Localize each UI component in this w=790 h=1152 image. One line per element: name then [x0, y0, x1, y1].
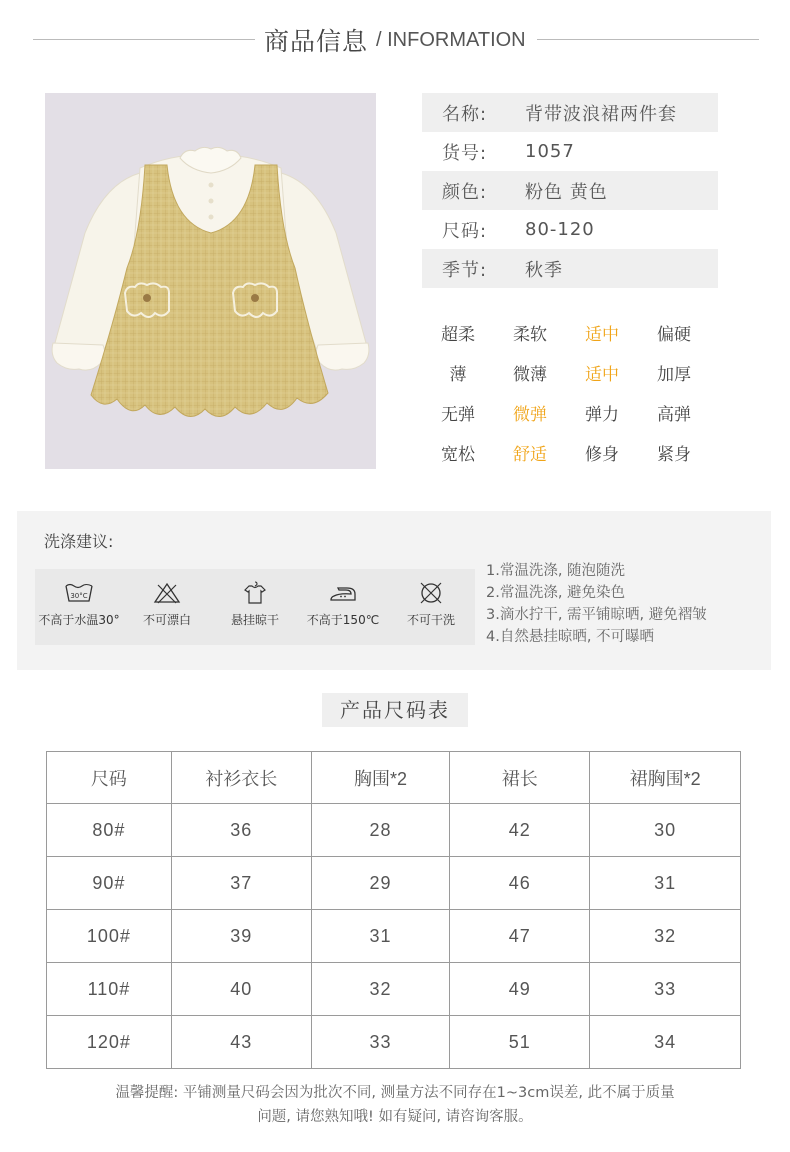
divider-right	[537, 39, 759, 40]
wash-item	[211, 569, 299, 645]
note-line: 问题, 请您熟知哦! 如有疑问, 请咨询客服。	[257, 1109, 533, 1125]
measure-cell: 33	[590, 963, 741, 1016]
wash-tip: 4.自然悬挂晾晒, 不可曝晒	[486, 629, 655, 645]
attribute-option: 修身	[585, 444, 619, 465]
info-key: 货号:	[442, 142, 488, 164]
section-header	[0, 22, 790, 58]
measure-cell: 51	[450, 1016, 590, 1069]
wash-panel	[17, 511, 771, 670]
table-row	[47, 857, 741, 910]
info-row-item-number	[422, 132, 718, 171]
info-value: 1057	[525, 141, 575, 162]
fabric-attributes	[422, 312, 722, 472]
measure-cell: 29	[311, 857, 450, 910]
attribute-option: 加厚	[657, 364, 691, 385]
info-row-color	[422, 171, 718, 210]
no-bleach-icon	[152, 581, 182, 605]
attribute-row	[422, 352, 722, 392]
wash-title: 洗涤建议:	[44, 532, 114, 551]
measure-cell: 43	[171, 1016, 311, 1069]
attribute-selected: 适中	[585, 324, 619, 345]
attribute-option: 无弹	[441, 404, 475, 425]
measure-cell: 34	[590, 1016, 741, 1069]
column-header: 衬衫衣长	[171, 752, 311, 804]
measure-cell: 46	[450, 857, 590, 910]
measure-cell: 42	[450, 804, 590, 857]
divider-left	[33, 39, 255, 40]
wash-tips	[486, 560, 707, 648]
size-cell: 100#	[47, 910, 172, 963]
measure-cell: 31	[590, 857, 741, 910]
wash-30-icon	[64, 581, 94, 605]
svg-text:30°C: 30°C	[70, 592, 88, 600]
info-value: 粉色 黄色	[525, 181, 608, 203]
section-title: 商品信息	[264, 27, 369, 56]
wash-tip: 1.常温洗涤, 随泡随洗	[486, 563, 626, 579]
wash-label: 悬挂晾干	[230, 613, 279, 627]
attribute-option: 宽松	[441, 444, 475, 465]
size-cell: 110#	[47, 963, 172, 1016]
attribute-row	[422, 312, 722, 352]
attribute-selected: 微弹	[513, 404, 547, 425]
size-table	[46, 751, 741, 1069]
info-value: 背带波浪裙两件套	[525, 103, 677, 125]
attribute-option: 弹力	[585, 404, 619, 425]
measure-cell: 30	[590, 804, 741, 857]
wash-label: 不可漂白	[142, 613, 191, 627]
info-value: 80-120	[525, 219, 595, 240]
wash-label: 不可干洗	[406, 613, 455, 627]
info-key: 名称:	[442, 103, 488, 125]
measure-cell: 40	[171, 963, 311, 1016]
info-key: 季节:	[442, 259, 488, 281]
column-header: 胸围*2	[311, 752, 450, 804]
wash-item	[123, 569, 211, 645]
attribute-option: 薄	[449, 364, 467, 385]
column-header: 裙长	[450, 752, 590, 804]
attribute-option: 高弹	[657, 404, 691, 425]
info-row-season	[422, 249, 718, 288]
attribute-row	[422, 432, 722, 472]
attribute-selected: 适中	[585, 364, 619, 385]
size-cell: 80#	[47, 804, 172, 857]
measurement-note	[0, 1081, 790, 1129]
attribute-option: 偏硬	[657, 324, 691, 345]
size-cell: 90#	[47, 857, 172, 910]
wash-label: 不高于150℃	[306, 613, 380, 627]
dress-illustration	[45, 93, 376, 469]
size-cell: 120#	[47, 1016, 172, 1069]
measure-cell: 31	[311, 910, 450, 963]
measure-cell: 32	[311, 963, 450, 1016]
wash-item	[387, 569, 475, 645]
measure-cell: 37	[171, 857, 311, 910]
measure-cell: 32	[590, 910, 741, 963]
hang-dry-icon	[240, 581, 270, 605]
info-value: 秋季	[525, 259, 563, 281]
note-line: 温馨提醒: 平铺测量尺码会因为批次不同, 测量方法不同存在1~3cm误差, 此不属于质量	[115, 1085, 675, 1101]
wash-icons	[35, 569, 475, 645]
measure-cell: 49	[450, 963, 590, 1016]
measure-cell: 33	[311, 1016, 450, 1069]
wash-tip: 2.常温洗涤, 避免染色	[486, 585, 626, 601]
table-row	[47, 1016, 741, 1069]
info-key: 颜色:	[442, 181, 488, 203]
product-photo	[45, 93, 376, 469]
column-header: 裙胸围*2	[590, 752, 741, 804]
measure-cell: 28	[311, 804, 450, 857]
attribute-row	[422, 392, 722, 432]
table-row	[47, 963, 741, 1016]
info-row-name	[422, 93, 718, 132]
info-key: 尺码:	[442, 220, 488, 242]
table-row	[47, 804, 741, 857]
measure-cell: 39	[171, 910, 311, 963]
attribute-option: 微薄	[513, 364, 547, 385]
attribute-selected: 舒适	[513, 444, 547, 465]
attribute-option: 柔软	[513, 324, 547, 345]
no-dry-clean-icon	[416, 581, 446, 605]
wash-label: 不高于水温30°	[38, 613, 120, 627]
wash-tip: 3.滴水拧干, 需平铺晾晒, 避免褶皱	[486, 607, 707, 623]
product-info	[422, 93, 718, 288]
attribute-option: 超柔	[441, 324, 475, 345]
wash-item	[35, 569, 123, 645]
size-chart-title: 产品尺码表	[322, 693, 468, 727]
measure-cell: 47	[450, 910, 590, 963]
wash-item	[299, 569, 387, 645]
table-header-row	[47, 752, 741, 804]
iron-icon	[328, 581, 358, 605]
attribute-option: 紧身	[657, 444, 691, 465]
table-row	[47, 910, 741, 963]
column-header: 尺码	[47, 752, 172, 804]
section-subtitle: / INFORMATION	[376, 29, 526, 51]
measure-cell: 36	[171, 804, 311, 857]
info-row-size	[422, 210, 718, 249]
